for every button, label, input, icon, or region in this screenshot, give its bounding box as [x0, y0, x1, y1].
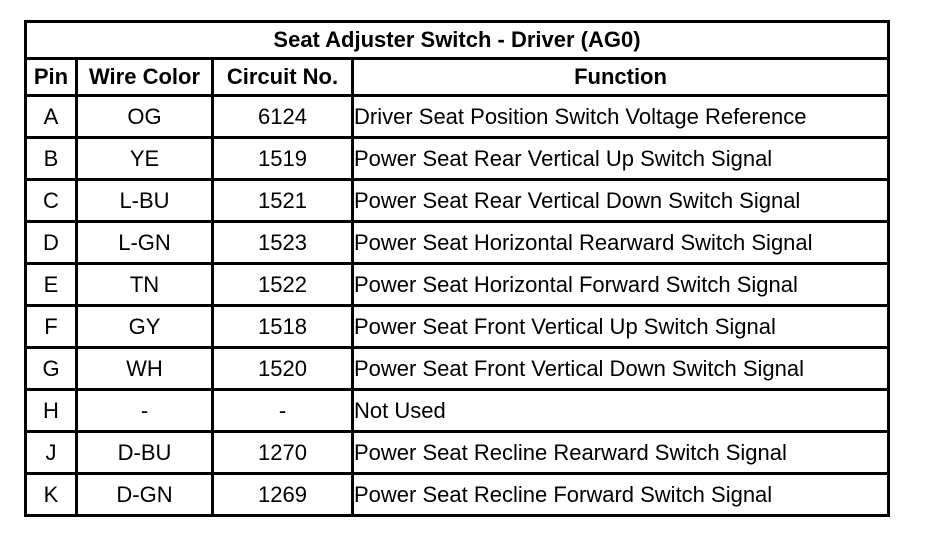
table-row	[27, 265, 887, 304]
table-row	[27, 349, 887, 388]
pin-cell: H	[27, 391, 75, 430]
function-cell: Power Seat Front Vertical Down Switch Signal	[354, 349, 887, 388]
function-cell: Power Seat Rear Vertical Down Switch Signal	[354, 181, 887, 220]
header-pin: Pin	[27, 60, 75, 94]
pin-cell: K	[27, 475, 75, 514]
table-row	[27, 475, 887, 514]
wire-color-cell: GY	[78, 307, 211, 346]
wire-color-cell: D-GN	[78, 475, 211, 514]
table-row	[27, 97, 887, 136]
circuit-no-cell: 1522	[214, 265, 351, 304]
pin-cell: D	[27, 223, 75, 262]
wire-color-cell: L-GN	[78, 223, 211, 262]
circuit-no-cell: 1518	[214, 307, 351, 346]
function-cell: Power Seat Horizontal Forward Switch Signal	[354, 265, 887, 304]
table-row	[27, 391, 887, 430]
function-cell: Not Used	[354, 391, 887, 430]
circuit-no-cell: 1269	[214, 475, 351, 514]
function-cell: Power Seat Recline Forward Switch Signal	[354, 475, 887, 514]
wire-color-cell: D-BU	[78, 433, 211, 472]
table-row	[27, 181, 887, 220]
circuit-no-cell: 1519	[214, 139, 351, 178]
pin-cell: G	[27, 349, 75, 388]
wire-color-cell: YE	[78, 139, 211, 178]
table-title: Seat Adjuster Switch - Driver (AG0)	[27, 23, 887, 57]
table-row	[27, 307, 887, 346]
connector-pinout-table	[24, 20, 890, 517]
pin-cell: B	[27, 139, 75, 178]
function-cell: Power Seat Horizontal Rearward Switch Signal	[354, 223, 887, 262]
wire-color-cell: TN	[78, 265, 211, 304]
pin-cell: F	[27, 307, 75, 346]
function-cell: Driver Seat Position Switch Voltage Reference	[354, 97, 887, 136]
header-row	[27, 60, 887, 94]
circuit-no-cell: 1521	[214, 181, 351, 220]
wire-color-cell: WH	[78, 349, 211, 388]
pin-cell: J	[27, 433, 75, 472]
circuit-no-cell: -	[214, 391, 351, 430]
pin-cell: A	[27, 97, 75, 136]
pin-cell: C	[27, 181, 75, 220]
table-row	[27, 433, 887, 472]
table-row	[27, 139, 887, 178]
header-circuit-no: Circuit No.	[214, 60, 351, 94]
circuit-no-cell: 1523	[214, 223, 351, 262]
circuit-no-cell: 1270	[214, 433, 351, 472]
header-wire-color: Wire Color	[78, 60, 211, 94]
table-row	[27, 223, 887, 262]
circuit-no-cell: 6124	[214, 97, 351, 136]
wire-color-cell: OG	[78, 97, 211, 136]
function-cell: Power Seat Front Vertical Up Switch Signal	[354, 307, 887, 346]
header-function: Function	[354, 60, 887, 94]
wire-color-cell: -	[78, 391, 211, 430]
table-body	[27, 97, 887, 514]
connector-table-frame	[24, 20, 890, 517]
pin-cell: E	[27, 265, 75, 304]
circuit-no-cell: 1520	[214, 349, 351, 388]
wire-color-cell: L-BU	[78, 181, 211, 220]
function-cell: Power Seat Recline Rearward Switch Signal	[354, 433, 887, 472]
function-cell: Power Seat Rear Vertical Up Switch Signal	[354, 139, 887, 178]
